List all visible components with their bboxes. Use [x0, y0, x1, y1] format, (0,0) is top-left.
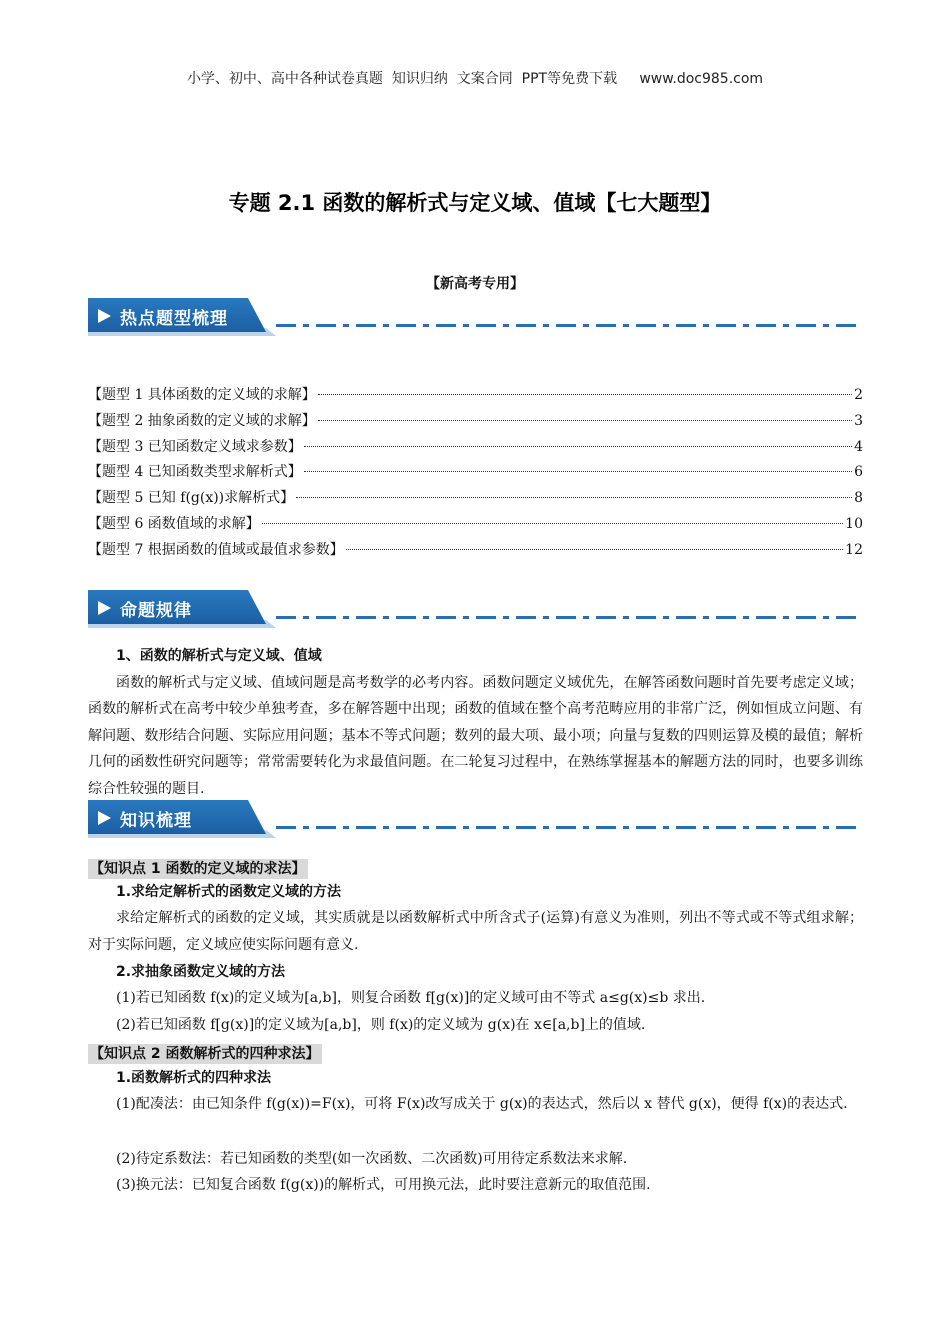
play-arrow-icon [98, 811, 111, 825]
page-title: 专题 2.1 函数的解析式与定义域、值域【七大题型】 [228, 191, 722, 215]
toc-item-page: 3 [854, 412, 863, 429]
toc-item-label: 【题型 4 已知函数类型求解析式】 [88, 464, 302, 481]
kp2-title-wrap [88, 1044, 863, 1064]
toc-item-label: 【题型 1 具体函数的定义域的求解】 [88, 387, 316, 403]
toc-item[interactable] [88, 435, 863, 461]
rules-heading: 1、函数的解析式与定义域、值域 [116, 648, 322, 664]
toc-item[interactable] [88, 409, 863, 435]
section-label: 命题规律 [120, 601, 192, 621]
kp1-text: 求给定解析式的函数的定义域，其实质就是以函数解析式中所含式子(运算)有意义为准则，列出不等式或不等式组求解；对于实际问题，定义域应使实际问题有意义. [88, 910, 863, 953]
page-subtitle: 【新高考专用】 [426, 276, 524, 292]
toc-item[interactable] [88, 383, 863, 409]
toc-item-label: 【题型 7 根据函数的值域或最值求参数】 [88, 541, 344, 558]
toc-item[interactable] [88, 486, 863, 512]
toc-item-page: 6 [854, 464, 863, 481]
section-label: 热点题型梳理 [120, 309, 228, 329]
section-banner-knowledge [88, 800, 863, 838]
kp2-heading-1: 1.函数解析式的四种求法 [116, 1070, 272, 1086]
section-label: 知识梳理 [120, 811, 192, 831]
toc-item[interactable] [88, 460, 863, 486]
rules-block [88, 643, 863, 802]
toc-item-label: 【题型 3 已知函数定义域求参数】 [88, 438, 302, 455]
toc-item[interactable] [88, 512, 863, 538]
kp2-text-1: (1)配凑法：由已知条件 f(g(x))=F(x)，可将 F(x)改写成关于 g(x)的表达式，然后以 x 替代 g(x)，便得 f(x)的表达式. [116, 1096, 848, 1112]
kp2-line-3: (3)换元法：已知复合函数 f(g(x))的解析式，可用换元法，此时要注意新元的取值范围. [116, 1177, 651, 1193]
toc-item-label: 【题型 2 抽象函数的定义域的求解】 [88, 412, 316, 429]
toc-item-page: 4 [854, 438, 863, 455]
knowledge-point-title: 【知识点 2 函数解析式的四种求法】 [90, 1046, 320, 1062]
table-of-contents [88, 383, 863, 564]
toc-item-page: 10 [845, 515, 863, 532]
kp2-line-2: (2)待定系数法：若已知函数的类型(如一次函数、二次函数)可用待定系数法来求解. [116, 1151, 628, 1167]
kp1-title-wrap [88, 859, 863, 879]
kp1-line-2: (2)若已知函数 f[g(x)]的定义域为[a,b]，则 f(x)的定义域为 g(x)在 x∈[a,b]上的值域. [116, 1017, 646, 1033]
dash-divider [276, 616, 863, 619]
toc-item-page: 12 [845, 541, 863, 558]
toc-item[interactable] [88, 538, 863, 564]
kp1-heading-2: 2.求抽象函数定义域的方法 [116, 964, 286, 980]
knowledge-point-title: 【知识点 1 函数的定义域的求法】 [90, 861, 306, 877]
dash-divider [276, 324, 863, 327]
kp1-line-1: (1)若已知函数 f(x)的定义域为[a,b]，则复合函数 f[g(x)]的定义域可由不等式 a≤g(x)≤b 求出. [116, 990, 706, 1006]
section-banner-rules [88, 590, 863, 628]
toc-item-label: 【题型 5 已知 f(g(x))求解析式】 [88, 490, 295, 507]
kp2-paragraph [88, 1091, 863, 1118]
toc-item-label: 【题型 6 函数值域的求解】 [88, 515, 260, 532]
toc-item-page: 8 [854, 490, 863, 507]
kp1-heading-1: 1.求给定解析式的函数定义域的方法 [116, 884, 342, 900]
dash-divider [276, 826, 863, 829]
kp1-paragraph [88, 905, 863, 959]
toc-item-page: 2 [854, 387, 863, 403]
section-banner-hot-types [88, 298, 863, 336]
play-arrow-icon [98, 309, 111, 323]
site-banner: 小学、初中、高中各种试卷真题 知识归纳 文案合同 PPT等免费下载 www.doc985.com [186, 71, 764, 87]
play-arrow-icon [98, 601, 111, 615]
rules-body: 函数的解析式与定义域、值域问题是高考数学的必考内容。函数问题定义域优先，在解答函数问题时首先要考虑定义域；函数的解析式在高考中较少单独考查，多在解答题中出现；函数的值域在整个高考范畴应用的非常广泛，例如恒成立问题、有解问题、数形结合问题、实际应用问题；基本不等式问题；数列的最大项、最小项；向量与复数的四则运算及模的最值；解析几何的函数性研究问题等；常常需要转化为求最值问题。在二轮复习过程中，在熟练掌握基本的解题方法的同时，也要多训练综合性较强的题目. [88, 674, 863, 797]
